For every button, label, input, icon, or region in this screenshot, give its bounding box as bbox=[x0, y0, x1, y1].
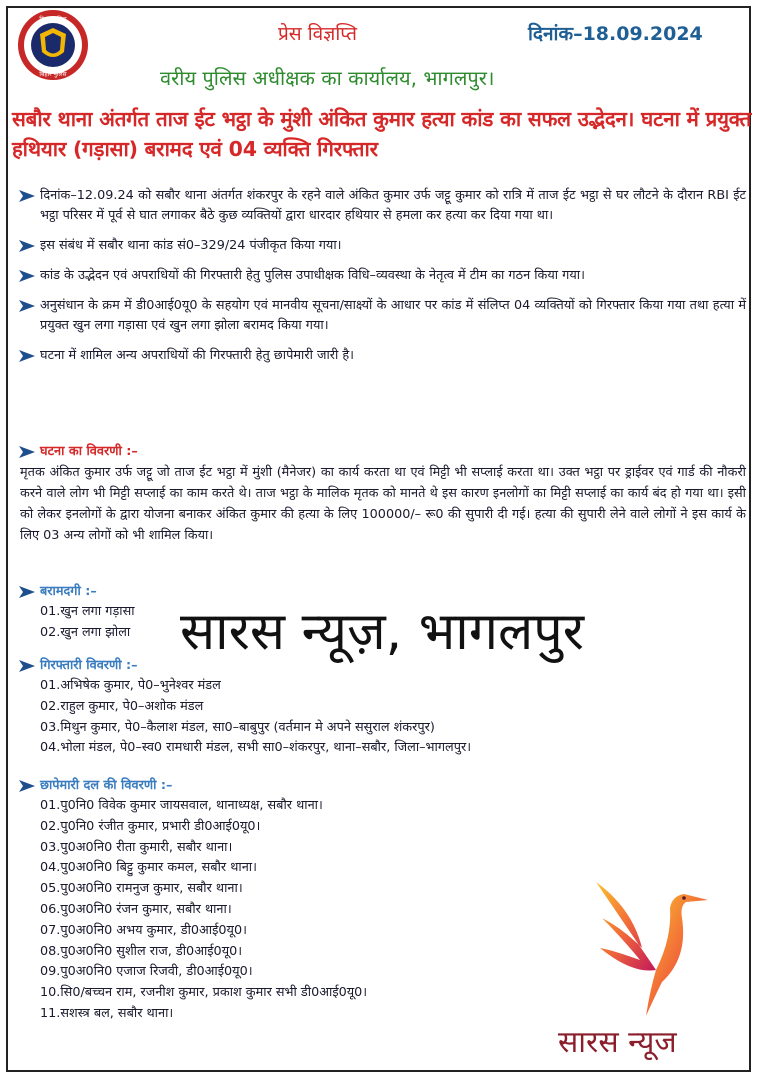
list-item: 04.पु0अ0नि0 बिट्टु कुमार कमल, सबौर थाना। bbox=[40, 860, 257, 876]
list-item: 06.पु0अ0नि0 रंजन कुमार, सबौर थाना। bbox=[40, 901, 232, 917]
list-item: 02.पु0नि0 रंजीत कुमार, प्रभारी डी0आई0यू0। bbox=[40, 818, 261, 834]
list-item: 03.पु0अ0नि0 रीता कुमारी, सबौर थाना। bbox=[40, 839, 233, 855]
bullet-item bbox=[18, 346, 746, 366]
bullet-text: दिनांक–12.09.24 को सबौर थाना अंतर्गत शंकरपुर के रहने वाले अंकित कुमार उर्फ जट्टू कुमार को रात्रि में ताज ईट भट्ठा से घर लौटने के दौरान RBI ईट भट्ठा परिसर में पूर्व से घात लगाकर बैठे कुछ व्यक्तियों द्वारा धारदार हथियार से हमला कर हत्या कर दिया गया था। bbox=[40, 188, 746, 223]
arrow-bullet-icon bbox=[18, 445, 36, 459]
bullet-text: कांड के उद्भेदन एवं अपराधियों की गिरफ्तारी हेतु पुलिस उपाधीक्षक विधि–व्यवस्था के नेतृत्व में टीम का गठन किया गया। bbox=[40, 268, 585, 283]
arrest-title-text: गिरफ्तारी विवरणी :– bbox=[40, 658, 138, 673]
bullet-item bbox=[18, 296, 746, 336]
press-release-title: प्रेस विज्ञप्ति bbox=[278, 23, 357, 45]
list-item: 01.अभिषेक कुमार, पे0–भुनेश्वर मंडल bbox=[40, 678, 221, 693]
arrow-bullet-icon bbox=[18, 239, 36, 253]
raid-team-title bbox=[18, 776, 746, 796]
list-item: 10.सि0/बच्चन राम, रजनीश कुमार, प्रकाश कुमार सभी डी0आई0यू0। bbox=[40, 985, 368, 1001]
list-item: 03.मिथुन कुमार, पे0–कैलाश मंडल, सा0–बाबुपुर (वर्तमान मे अपने ससुराल शंकरपुर) bbox=[40, 719, 435, 735]
bullet-item bbox=[18, 266, 746, 286]
bullet-list bbox=[18, 186, 746, 376]
news-watermark: सारस न्यूज़, भागलपुर bbox=[180, 602, 585, 662]
arrow-bullet-icon bbox=[18, 779, 36, 793]
incident-title bbox=[18, 442, 746, 462]
incident-text: मृतक अंकित कुमार उर्फ जट्टू जो ताज ईट भट्ठा में मुंशी (मैनेजर) का कार्य करता था एवं मिट्टी भी सप्लाई करता था। उक्त भट्ठा पर ड्राईवर एवं गार्ड की नौकरी करने वाले लोग भी मिट्टी सप्लाई का काम करते थे। ताज भट्ठा के मालिक मृतक को मानते थे इस कारण इनलोगों का मिट्टी सप्लाई का कार्य बंद हो गया था। इसी को लेकर इनलोगों के द्वारा योजना बनाकर अंकित कुमार की हत्या के लिए 100000/– रू0 की सुपारी दी गई। हत्या की सुपारी लेने वाले लोगों ने इस कार्य के लिए 03 अन्य लोगों को भी शामिल किया। bbox=[20, 465, 746, 543]
list-item: 09.पु0अ0नि0 एजाज रिजवी, डी0आई0यू0। bbox=[40, 964, 253, 980]
arrest-list bbox=[18, 676, 746, 759]
bullet-item bbox=[18, 186, 746, 226]
logo-text-top: बिहार पुलिस bbox=[39, 16, 67, 23]
arrow-bullet-icon bbox=[18, 189, 36, 203]
release-date: दिनांक–18.09.2024 bbox=[528, 23, 703, 45]
list-item: 04.भोला मंडल, पे0–स्व0 रामधारी मंडल, सभी सा0–शंकरपुर, थाना–सबौर, जिला–भागलपुर। bbox=[40, 740, 472, 756]
recovery-title-text: बरामदगी :– bbox=[40, 584, 97, 599]
bullet-text: इस संबंध में सबौर थाना कांड सं0–329/24 पंजीकृत किया गया। bbox=[40, 238, 342, 253]
bullet-text: घटना में शामिल अन्य अपराधियों की गिरफ्तारी हेतु छापेमारी जारी है। bbox=[40, 348, 355, 363]
bihar-police-logo bbox=[16, 8, 90, 82]
office-name: वरीय पुलिस अधीक्षक का कार्यालय, भागलपुर। bbox=[160, 66, 495, 90]
list-item: 02.राहुल कुमार, पे0–अशोक मंडल bbox=[40, 698, 204, 714]
arrow-bullet-icon bbox=[18, 659, 36, 673]
list-item: 01.पु0नि0 विवेक कुमार जायसवाल, थानाध्यक्ष, सबौर थाना। bbox=[40, 798, 323, 813]
list-item: 08.पु0अ0नि0 सुशील राज, डी0आई0यू0। bbox=[40, 943, 243, 959]
incident-section bbox=[18, 442, 746, 546]
heron-bird-icon bbox=[592, 878, 712, 1018]
list-item: 11.सशस्त्र बल, सबौर थाना। bbox=[40, 1005, 174, 1021]
arrow-bullet-icon bbox=[18, 349, 36, 363]
arrow-bullet-icon bbox=[18, 299, 36, 313]
arrest-section bbox=[18, 656, 746, 759]
incident-title-text: घटना का विवरणी :– bbox=[40, 444, 138, 459]
arrow-bullet-icon bbox=[18, 269, 36, 283]
raid-team-title-text: छापेमारी दल की विवरणी :– bbox=[40, 778, 173, 793]
list-item: 01.खुन लगा गड़ासा bbox=[40, 604, 135, 619]
bullet-item bbox=[18, 236, 746, 256]
logo-text-bottom: बिहार पुलिस bbox=[39, 71, 67, 78]
list-item: 07.पु0अ0नि0 अभय कुमार, डी0आई0यू0। bbox=[40, 922, 247, 938]
brand-name: सारस न्यूज bbox=[558, 1025, 677, 1060]
list-item: 05.पु0अ0नि0 रामनुज कुमार, सबौर थाना। bbox=[40, 881, 243, 897]
bullet-text: अनुसंधान के क्रम में डी0आई0यू0 के सहयोग एवं मानवीय सूचना/साक्ष्यों के आधार पर कांड में संलिप्त 04 व्यक्तियों को गिरफ्तार किया गया तथा हत्या में प्रयुक्त खुन लगा गड़ासा एवं खुन लगा झोला बरामद किया गया। bbox=[40, 298, 746, 333]
list-item: 02.खुन लगा झोला bbox=[40, 624, 131, 640]
arrow-bullet-icon bbox=[18, 585, 36, 599]
headline: सबौर थाना अंतर्गत ताज ईट भट्ठा के मुंशी अंकित कुमार हत्या कांड का सफल उद्भेदन। घटना में प्रयुक्त हथियार (गड़ासा) बरामद एवं 04 व्यक्ति गिरफ्तार bbox=[12, 107, 752, 161]
